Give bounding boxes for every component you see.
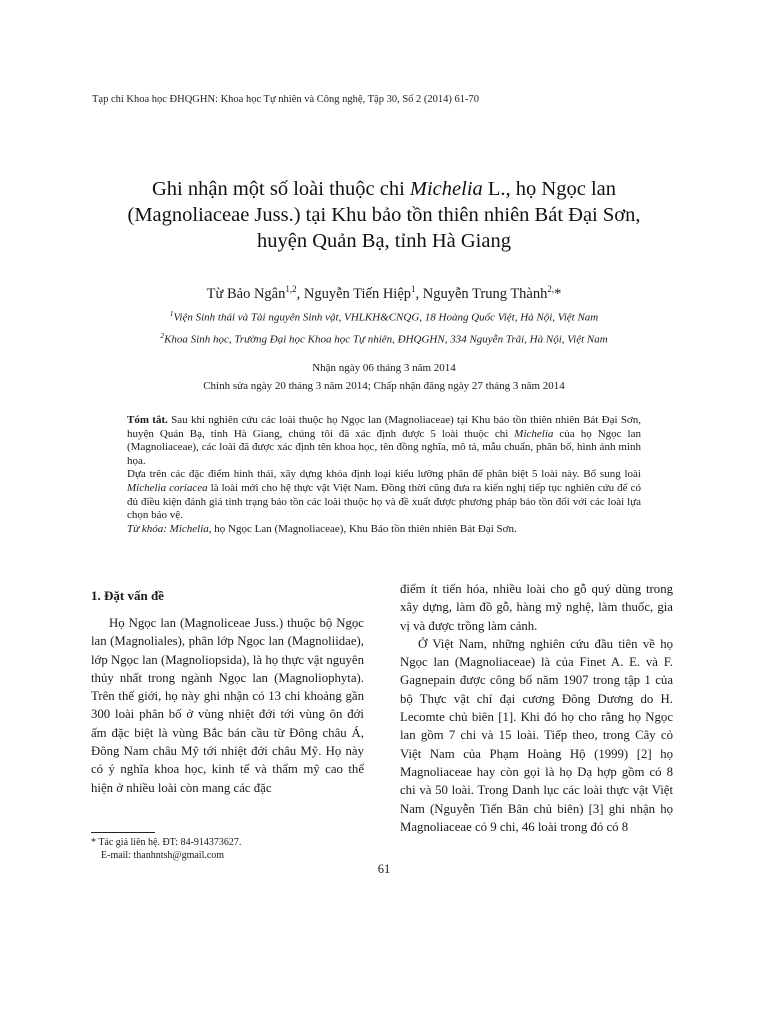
section-heading: 1. Đặt vấn đề [91,588,164,603]
footnote-divider [91,832,155,833]
author-2: Nguyễn Tiến Hiệp [303,285,412,302]
footnote [91,836,241,862]
affiliation-2: $^2$Khoa Sinh học, Trường Đại học Khoa học Tự nhiên, ĐHQGHN, 334 Nguyễn Trãi, Hà Nội, Việt Nam [160,331,608,346]
left-paragraph: Họ Ngọc lan (Magnoliceae Juss.) thuộc bộ Ngọc lan (Magnoliales), phân lớp Ngọc lan (Magnoliidae), lớp Ngọc lan (Magnoliopsida), là họ thực vật nguyên thủy nhất trong ngành Ngọc lan (Magnoliophyta). Trên thế giới, họ này ghi nhận có 13 chi khoảng gần 300 loài phân bố ở vùng nhiệt đới tới vùng ôn đới ấm đặc biệt là vùng Bắc bán cầu từ Đông châu Á, Đông Nam châu Mỹ tới nhiệt đới châu Mỹ. Họ này có ý nghĩa khoa học, kinh tế và thẩm mỹ cao thể hiện ở nhiều loài còn mang các đặc [91,616,364,795]
right-column [400,580,673,836]
footnote-email: E-mail: thanhntsh@gmail.com [101,850,225,861]
right-paragraph-1: điểm ít tiến hóa, nhiều loài cho gỗ quý dùng trong xây dựng, làm đồ gỗ, hàng mỹ nghệ, làm thuốc, gia vị và được trồng làm cảnh. [400,582,673,633]
abstract-label: Tóm tắt. [127,414,168,426]
abstract-paragraph-2: Dựa trên các đặc điểm hình thái, xây dựng khóa định loại kiểu lưỡng phân để phân biệt 5 loài này. Bổ sung loài Michelia coriacea là loài mới cho hệ thực vật Việt Nam. Đồng thời cũng đưa ra kiến nghị tiếp tục nghiên cứu để có đủ điều kiện đánh giá tình trạng bảo tồn các loài thuộc họ và đề xuất được phương pháp bảo tồn đối với các loài lựa chọn bảo vệ. [127,468,641,522]
affiliation-1: $^1$Viện Sinh thái và Tài nguyên Sinh vật, VHLKH&CNQG, 18 Hoàng Quốc Việt, Hà Nội, Việt Nam [169,309,599,324]
footnote-phone: * Tác giả liên hệ. ĐT: 84-914373627. [91,837,242,848]
keywords: Từ khóa: Michelia, họ Ngọc Lan (Magnoliaceae), Khu Bảo tồn thiên nhiên Bát Đại Sơn. [127,522,517,535]
journal-header: Tạp chí Khoa học ĐHQGHN: Khoa học Tự nhiên và Công nghệ, Tập 30, Số 2 (2014) 61-70 [92,94,480,105]
genus-name: Michelia [409,178,483,200]
abstract-paragraph-1: Tóm tắt. Sau khi nghiên cứu các loài thuộc họ Ngọc lan (Magnoliaceae) tại Khu bảo tồn thiên nhiên Bát Đại Sơn, huyện Quản Bạ, tỉnh Hà Giang, chúng tôi đã xác định được 5 loài thuộc chi Michelia của họ Ngọc lan (Magnoliaceae), các loài đã được xác định tên khoa học, tên đồng nghĩa, mô tả, mẫu chuẩn, phân bố, hình ảnh minh họa. [127,414,641,467]
left-column [91,614,364,797]
author-3: Nguyễn Trung Thành [422,285,548,302]
abstract [127,414,641,536]
title-line-1: Ghi nhận một số loài thuộc chi Michelia L., họ Ngọc lan [151,178,617,200]
page-number: 61 [377,862,391,876]
author-list: Từ Bảo Ngân$^{1,2}$, Nguyễn Tiến Hiệp$^1$, Nguyễn Trung Thành$^{2,}$* [206,284,562,302]
title-line-2: (Magnoliaceae Juss.) tại Khu bảo tồn thiên nhiên Bát Đại Sơn, [127,204,641,226]
corresponding-mark: * [554,285,562,302]
revised-accepted-date: Chỉnh sửa ngày 20 tháng 3 năm 2014; Chấp nhận đăng ngày 27 tháng 3 năm 2014 [203,380,565,392]
author-1: Từ Bảo Ngân [206,285,286,302]
paper-title [60,176,708,254]
received-date: Nhận ngày 06 tháng 3 năm 2014 [312,362,456,374]
title-line-3: huyện Quản Bạ, tỉnh Hà Giang [257,230,511,252]
right-paragraph-2: Ở Việt Nam, những nghiên cứu đầu tiên về họ Ngọc lan (Magnoliaceae) là của Finet A. E. và F. Gagnepain được công bố năm 1907 trong tập 1 của bộ Thực vật chí đại cương Đông Dương do H. Lecomte chủ biên [1]. Khi đó họ cho rằng họ Ngọc lan gồm 7 chi và 15 loài. Tiếp theo, trong Cây cỏ Việt Nam của Phạm Hoàng Hộ (1999) [2] họ Magnoliaceae hay còn gọi là họ Dạ hợp gồm có 8 chi và 50 loài. Trong Danh lục các loài thực vật Việt Nam (Nguyễn Tiến Bân chủ biên) [3] ghi nhận họ Magnoliaceae có 9 chi, 46 loài trong đó có 8 [400,636,673,834]
